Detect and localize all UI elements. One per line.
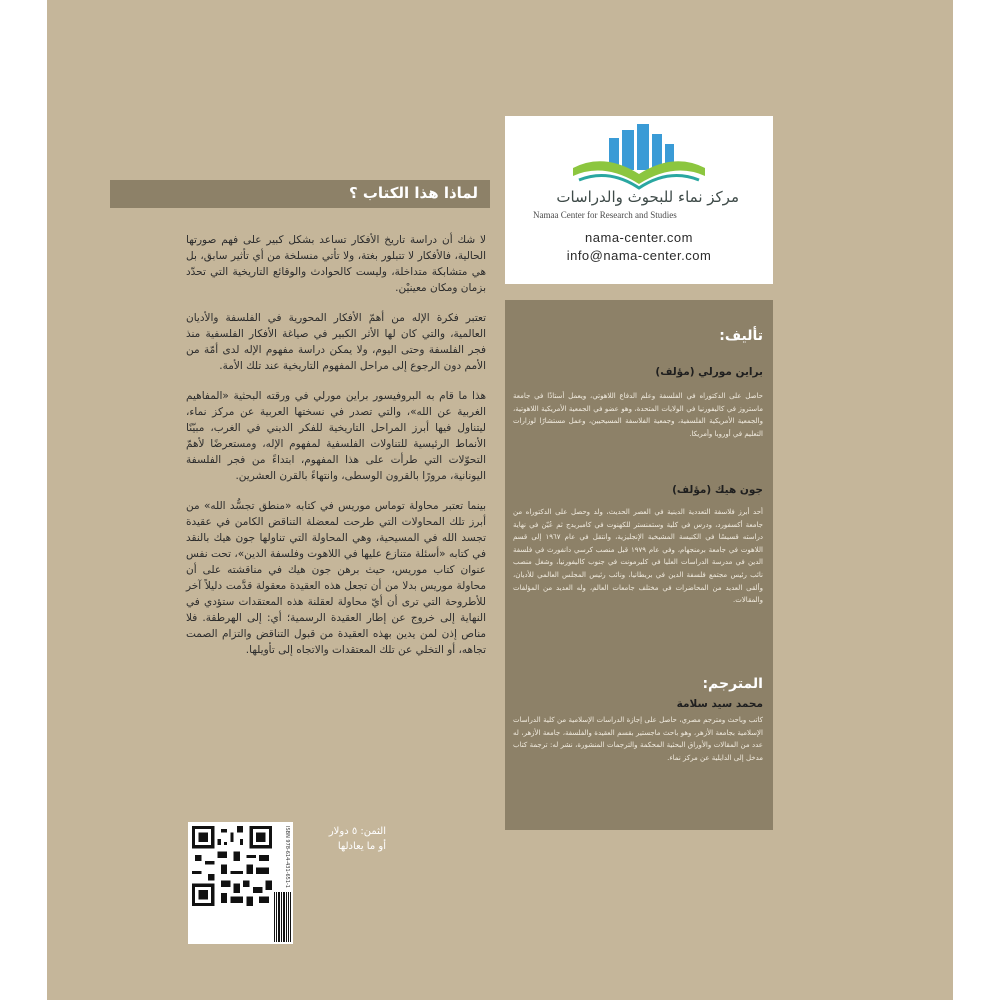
publisher-website: nama-center.com	[585, 230, 693, 245]
author-bio: حاصل على الدكتوراه في الفلسفة وعلم الدفاع اللاهوتي، ويعمل أستاذًا في جامعة ماستروز في كاليفورنيا في الولايات المتحدة، وهو عضو في الجمعية الأمريكية اللاهوتية، والجمعية الأمريكية الفلسفية، وجمعية الفلاسفة المسيحيين، وعمل مستشارًا لوزارات التعليم في أوروبا وأمريكا.	[513, 392, 763, 438]
translator-bio: كاتب وباحث ومترجم مصري، حاصل على إجازة الدراسات الإسلامية من كلية الدراسات الإسلامية بجامعة الأزهر، وهو باحث ماجستير بقسم العقيدة والفلسفة، جامعة الأزهر، له عدد من المقالات والأوراق البحثية المحكمة والترجمات المنشورة، نشر له: ترجمة كتاب مدخل إلى الدايلية عن مركز نماء.	[513, 716, 763, 762]
blurb-paragraph: تعتبر فكرة الإله من أهمّ الأفكار المحورية في الفلسفة والأديان العالمية، والتي كان لها الأثر الكبير في صياغة الأفكار الفلسفية منذ فجر الفلسفة وحتى اليوم، ولا يمكن دراسة مفهوم الإله لدى أمّة من الأمم دون الرجوع إلى مراحل المفهوم التاريخية عند تلك الأمة.	[186, 312, 486, 372]
book-back-cover	[47, 0, 953, 1000]
author-name: براين مورلي (مؤلف)	[655, 366, 763, 378]
publisher-name-english: Namaa Center for Research and Studies	[533, 210, 677, 220]
publisher-email: info@nama-center.com	[566, 248, 712, 263]
blurb-paragraph: لا شك أن دراسة تاريخ الأفكار تساعد بشكل كبير على فهم صورتها الحالية، فالأفكار لا تتبلور بغتة، ولا تأتي منسلخة من أي تأثير سابق، بل هي متشابكة متداخلة، وليست كالحوادث والوقائع التاريخية التي تحدّد بزمان ومكان معينيْن.	[186, 234, 486, 294]
blurb-paragraph: بينما تعتبر محاولة توماس موريس في كتابه «منطق تجسُّد الله» من أبرز تلك المحاولات التي طرحت لمعضلة التناقض الكامن في عقيدة تجسد الله في المسيحية، وهي المحاولة التي تناولها جون هيك بالنقد في كتابه «أسئلة متنازع عليها في اللاهوت وفلسفة الدين»، تحت نفس عنوان كتاب موريس، حيث برهن جون هيك في مناقشته على أن محاولة موريس بدلا من أن تجعل هذه العقيدة معقولة قدَّمت دليلاً آخر للأطروحة التي ترى أن أيّ محاولة لعقلنة هذه المعتقدات ستؤدي في النهاية إلى خروج عن إطار العقيدة الرسمية؛ أي: إلى الهرطقة. فلا مناص إذن لمن يدين بهذه العقيدة من قبول التناقض والتزام الصمت تجاهه، أو التخلي عن تلك المعتقدات والاتجاه إلى تأويلها.	[186, 500, 486, 656]
blurb-paragraph: هذا ما قام به البروفيسور براين مورلي في ورقته البحثية «المفاهيم الغربية عن الله»، والتي تصدر في نسختها العربية عن مركز نماء، ليتناول فيها أبرز المراحل التاريخية للفكر الديني في الغرب، مبيّنًا الأنماط الرئيسية للتناولات الفلسفية لمفهوم الإله، ومستعرضًا لأهمّ التحوّلات التي طرأت على هذا المفهوم، ابتداءً من فجر الفلسفة اليونانية، مرورًا بالقرون الوسطى، وانتهاءً بالقرن العشرين.	[186, 390, 486, 482]
translator-name: محمد سيد سلامة	[676, 698, 763, 710]
price-line: الثمن: ٥ دولار	[328, 826, 386, 837]
author-name: جون هيك (مؤلف)	[672, 484, 763, 496]
isbn-label: ISBN 978-614-431-651-1	[284, 826, 290, 888]
isbn-barcode-card	[188, 822, 293, 944]
publisher-logo-card	[505, 116, 773, 284]
blurb-column	[186, 232, 486, 672]
why-this-book-heading-bar	[110, 180, 490, 208]
qr-code-icon	[192, 826, 272, 906]
authors-panel	[505, 300, 773, 830]
author-bio: أحد أبرز فلاسفة التعددية الدينية في العصر الحديث، ولد وحصل على الدكتوراه من جامعة أكسفورد، ودرس في كلية وستمنستر للكهنوت في كامبريدج ثم عُيّن في نهاية دراسته قسيسًا في الكنيسة المشيخية الإنجليزية، وانتقل في عام ١٩٦٧ إلى قسم اللاهوت في جامعة برمنجهام، وفي عام ١٩٧٩ قبل منصب كرسي دانفورث في فلسفة الدين في مدرسة الدراسات العليا في كليرمونت في جنوب كاليفورنيا، وشغل منصب نائب رئيس مجتمع فلسفة الدين في بريطانيا، ونائب رئيس المجلس العالمي للأديان، وألقى العديد من المحاضرات في مختلف جامعات العالم، وله العديد من المؤلفات والمقالات.	[513, 508, 763, 605]
price-equivalent: أو ما يعادلها	[337, 841, 386, 852]
barcode-icon	[274, 892, 291, 942]
why-this-book-heading: لماذا هذا الكتاب ؟	[348, 184, 478, 202]
translator-heading: المترجم:	[702, 676, 763, 692]
open-book-skyline-logo-icon	[569, 124, 709, 192]
authors-heading: تأليف:	[719, 328, 763, 344]
publisher-name-arabic: مركز نماء للبحوث والدراسات	[556, 188, 739, 206]
price-label	[296, 824, 386, 854]
